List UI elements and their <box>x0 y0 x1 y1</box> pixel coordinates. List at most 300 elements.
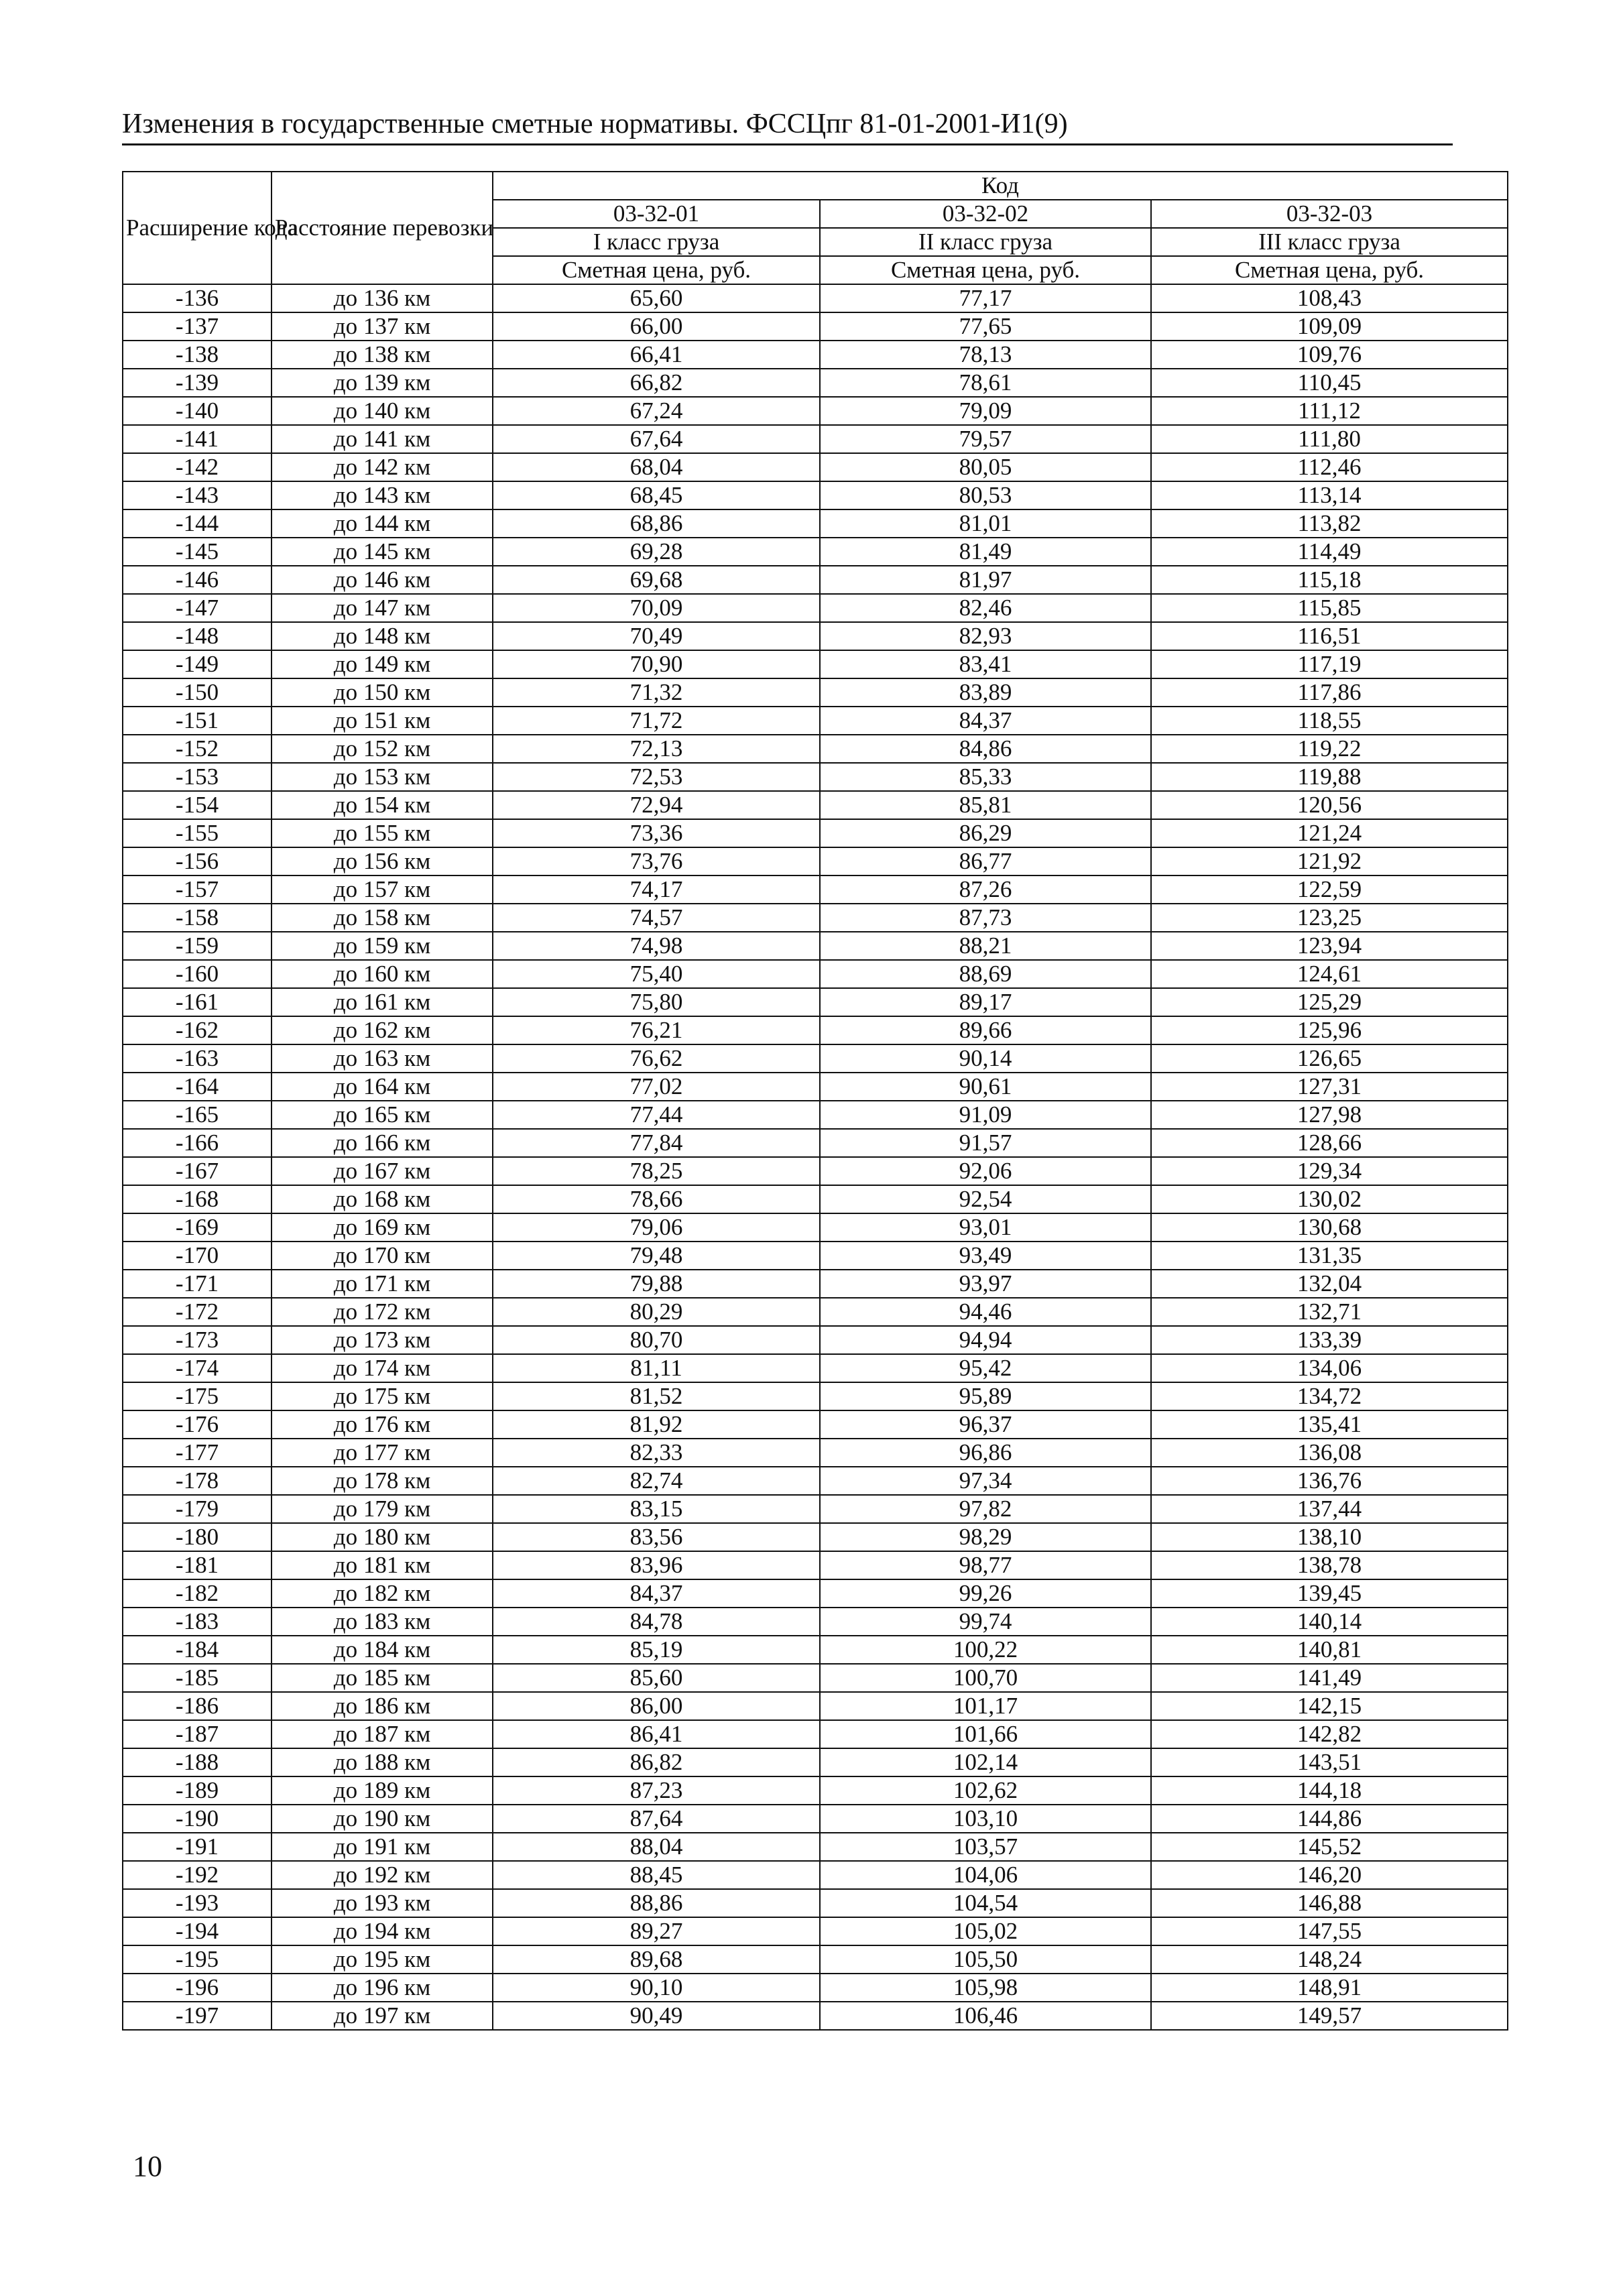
price-class-3-cell: 118,55 <box>1151 707 1508 735</box>
price-class-3-cell: 138,10 <box>1151 1523 1508 1551</box>
table-row <box>123 538 1508 566</box>
distance-cell: до 160 км <box>272 960 493 988</box>
distance-cell: до 158 км <box>272 904 493 932</box>
table-row <box>123 1579 1508 1608</box>
price-class-3-cell: 146,20 <box>1151 1861 1508 1889</box>
col-header-code <box>123 172 298 284</box>
code-header: 03-32-03 <box>1151 200 1508 228</box>
table-row <box>123 1551 1508 1579</box>
code-extension-cell: -180 <box>123 1523 272 1551</box>
price-class-1-cell: 71,72 <box>493 707 820 735</box>
distance-cell: до 162 км <box>272 1016 493 1044</box>
code-extension-cell: -188 <box>123 1748 272 1776</box>
code-extension-cell: -191 <box>123 1833 272 1861</box>
price-class-2-cell: 97,34 <box>820 1467 1151 1495</box>
col-header-distance-label: Расстояние перевозки <box>275 215 494 241</box>
price-class-1-cell: 66,41 <box>493 341 820 369</box>
distance-cell: до 195 км <box>272 1945 493 1974</box>
price-class-2-cell: 83,89 <box>820 678 1151 707</box>
code-extension-cell: -177 <box>123 1439 272 1467</box>
price-class-1-cell: 79,06 <box>493 1213 820 1242</box>
table-row <box>123 481 1508 509</box>
table-row <box>123 1016 1508 1044</box>
price-class-1-cell: 89,27 <box>493 1917 820 1945</box>
price-class-3-cell: 115,18 <box>1151 566 1508 594</box>
code-extension-cell: -141 <box>123 425 272 453</box>
code-extension-cell: -186 <box>123 1692 272 1720</box>
code-extension-cell: -167 <box>123 1157 272 1185</box>
price-class-2-cell: 105,02 <box>820 1917 1151 1945</box>
price-class-2-cell: 89,17 <box>820 988 1151 1016</box>
price-class-2-cell: 96,86 <box>820 1439 1151 1467</box>
code-extension-cell: -138 <box>123 341 272 369</box>
price-class-1-cell: 83,96 <box>493 1551 820 1579</box>
price-class-3-cell: 132,04 <box>1151 1270 1508 1298</box>
price-class-3-cell: 113,14 <box>1151 481 1508 509</box>
price-class-2-cell: 78,61 <box>820 369 1151 397</box>
distance-cell: до 137 км <box>272 312 493 341</box>
code-extension-cell: -170 <box>123 1242 272 1270</box>
price-class-1-cell: 72,94 <box>493 791 820 819</box>
price-class-2-cell: 79,57 <box>820 425 1151 453</box>
price-class-1-cell: 89,68 <box>493 1945 820 1974</box>
table-row <box>123 678 1508 707</box>
price-class-3-cell: 130,68 <box>1151 1213 1508 1242</box>
table-row <box>123 284 1508 312</box>
table-row <box>123 566 1508 594</box>
code-extension-cell: -192 <box>123 1861 272 1889</box>
price-class-1-cell: 70,09 <box>493 594 820 622</box>
table-row <box>123 509 1508 538</box>
distance-cell: до 172 км <box>272 1298 493 1326</box>
table-row <box>123 1129 1508 1157</box>
col-header-code-label: Расширение кода <box>126 215 298 241</box>
table-row <box>123 932 1508 960</box>
price-class-3-cell: 149,57 <box>1151 2002 1508 2030</box>
price-class-3-cell: 132,71 <box>1151 1298 1508 1326</box>
distance-cell: до 152 км <box>272 735 493 763</box>
price-class-3-cell: 113,82 <box>1151 509 1508 538</box>
cargo-class-header: II класс груза <box>820 228 1151 256</box>
price-class-2-cell: 101,17 <box>820 1692 1151 1720</box>
code-extension-cell: -169 <box>123 1213 272 1242</box>
distance-cell: до 148 км <box>272 622 493 650</box>
code-extension-cell: -140 <box>123 397 272 425</box>
price-class-3-cell: 123,94 <box>1151 932 1508 960</box>
price-class-2-cell: 85,81 <box>820 791 1151 819</box>
price-class-1-cell: 84,78 <box>493 1608 820 1636</box>
price-class-3-cell: 145,52 <box>1151 1833 1508 1861</box>
code-extension-cell: -179 <box>123 1495 272 1523</box>
price-class-3-cell: 133,39 <box>1151 1326 1508 1354</box>
distance-cell: до 187 км <box>272 1720 493 1748</box>
price-class-1-cell: 79,88 <box>493 1270 820 1298</box>
price-class-2-cell: 87,73 <box>820 904 1151 932</box>
price-unit-header: Сметная цена, руб. <box>493 256 820 284</box>
price-class-1-cell: 67,24 <box>493 397 820 425</box>
code-extension-cell: -176 <box>123 1410 272 1439</box>
price-class-3-cell: 108,43 <box>1151 284 1508 312</box>
code-extension-cell: -171 <box>123 1270 272 1298</box>
price-class-1-cell: 87,64 <box>493 1805 820 1833</box>
code-extension-cell: -183 <box>123 1608 272 1636</box>
price-class-3-cell: 123,25 <box>1151 904 1508 932</box>
distance-cell: до 154 км <box>272 791 493 819</box>
distance-cell: до 169 км <box>272 1213 493 1242</box>
price-class-2-cell: 86,29 <box>820 819 1151 847</box>
price-class-3-cell: 129,34 <box>1151 1157 1508 1185</box>
price-class-1-cell: 75,80 <box>493 988 820 1016</box>
price-class-1-cell: 81,52 <box>493 1382 820 1410</box>
distance-cell: до 167 км <box>272 1157 493 1185</box>
code-extension-cell: -178 <box>123 1467 272 1495</box>
code-extension-cell: -182 <box>123 1579 272 1608</box>
price-unit-header: Сметная цена, руб. <box>820 256 1151 284</box>
price-class-2-cell: 92,54 <box>820 1185 1151 1213</box>
table-body <box>123 284 1508 2030</box>
code-extension-cell: -173 <box>123 1326 272 1354</box>
price-class-3-cell: 131,35 <box>1151 1242 1508 1270</box>
price-class-1-cell: 90,49 <box>493 2002 820 2030</box>
price-class-1-cell: 68,86 <box>493 509 820 538</box>
price-class-2-cell: 88,69 <box>820 960 1151 988</box>
distance-cell: до 153 км <box>272 763 493 791</box>
code-extension-cell: -147 <box>123 594 272 622</box>
price-class-2-cell: 106,46 <box>820 2002 1151 2030</box>
price-class-2-cell: 91,09 <box>820 1101 1151 1129</box>
price-class-1-cell: 86,41 <box>493 1720 820 1748</box>
price-class-2-cell: 100,70 <box>820 1664 1151 1692</box>
table-head <box>123 172 1508 284</box>
distance-cell: до 156 км <box>272 847 493 875</box>
price-class-3-cell: 127,98 <box>1151 1101 1508 1129</box>
price-class-1-cell: 71,32 <box>493 678 820 707</box>
table-row <box>123 1636 1508 1664</box>
distance-cell: до 144 км <box>272 509 493 538</box>
table-row <box>123 425 1508 453</box>
price-class-1-cell: 74,98 <box>493 932 820 960</box>
distance-cell: до 192 км <box>272 1861 493 1889</box>
price-table <box>122 171 1508 2031</box>
price-class-2-cell: 87,26 <box>820 875 1151 904</box>
price-class-1-cell: 87,23 <box>493 1776 820 1805</box>
price-class-1-cell: 70,90 <box>493 650 820 678</box>
distance-cell: до 155 км <box>272 819 493 847</box>
table-row <box>123 650 1508 678</box>
price-class-3-cell: 135,41 <box>1151 1410 1508 1439</box>
price-class-1-cell: 77,44 <box>493 1101 820 1129</box>
price-class-2-cell: 83,41 <box>820 650 1151 678</box>
price-class-1-cell: 85,19 <box>493 1636 820 1664</box>
table-row <box>123 1833 1508 1861</box>
code-extension-cell: -181 <box>123 1551 272 1579</box>
table-row <box>123 1270 1508 1298</box>
distance-cell: до 168 км <box>272 1185 493 1213</box>
price-class-2-cell: 93,01 <box>820 1213 1151 1242</box>
price-class-3-cell: 127,31 <box>1151 1073 1508 1101</box>
table-row <box>123 763 1508 791</box>
price-class-3-cell: 121,24 <box>1151 819 1508 847</box>
table-row <box>123 1720 1508 1748</box>
table-row <box>123 847 1508 875</box>
table-row <box>123 875 1508 904</box>
code-extension-cell: -154 <box>123 791 272 819</box>
price-class-3-cell: 146,88 <box>1151 1889 1508 1917</box>
distance-cell: до 190 км <box>272 1805 493 1833</box>
price-class-2-cell: 77,17 <box>820 284 1151 312</box>
price-class-2-cell: 85,33 <box>820 763 1151 791</box>
table-row <box>123 2002 1508 2030</box>
price-class-1-cell: 81,11 <box>493 1354 820 1382</box>
cargo-class-header: I класс груза <box>493 228 820 256</box>
price-class-3-cell: 112,46 <box>1151 453 1508 481</box>
price-class-3-cell: 148,24 <box>1151 1945 1508 1974</box>
table-row <box>123 707 1508 735</box>
col-group-code: Код <box>493 172 1508 200</box>
price-class-2-cell: 80,53 <box>820 481 1151 509</box>
code-extension-cell: -156 <box>123 847 272 875</box>
distance-cell: до 171 км <box>272 1270 493 1298</box>
distance-cell: до 176 км <box>272 1410 493 1439</box>
distance-cell: до 150 км <box>272 678 493 707</box>
distance-cell: до 166 км <box>272 1129 493 1157</box>
table-row <box>123 1298 1508 1326</box>
table-row <box>123 1748 1508 1776</box>
table-row <box>123 819 1508 847</box>
code-extension-cell: -152 <box>123 735 272 763</box>
price-class-1-cell: 79,48 <box>493 1242 820 1270</box>
col-header-distance <box>272 172 493 284</box>
distance-cell: до 194 км <box>272 1917 493 1945</box>
table-row <box>123 341 1508 369</box>
price-class-1-cell: 78,66 <box>493 1185 820 1213</box>
table-row <box>123 1326 1508 1354</box>
code-extension-cell: -193 <box>123 1889 272 1917</box>
price-class-3-cell: 136,76 <box>1151 1467 1508 1495</box>
table-row <box>123 397 1508 425</box>
price-class-2-cell: 99,26 <box>820 1579 1151 1608</box>
code-extension-cell: -145 <box>123 538 272 566</box>
price-class-3-cell: 125,96 <box>1151 1016 1508 1044</box>
distance-cell: до 173 км <box>272 1326 493 1354</box>
price-class-3-cell: 128,66 <box>1151 1129 1508 1157</box>
price-class-2-cell: 92,06 <box>820 1157 1151 1185</box>
price-class-2-cell: 88,21 <box>820 932 1151 960</box>
distance-cell: до 159 км <box>272 932 493 960</box>
price-class-3-cell: 138,78 <box>1151 1551 1508 1579</box>
price-class-3-cell: 119,22 <box>1151 735 1508 763</box>
price-class-2-cell: 103,10 <box>820 1805 1151 1833</box>
code-extension-cell: -163 <box>123 1044 272 1073</box>
price-class-2-cell: 79,09 <box>820 397 1151 425</box>
price-class-1-cell: 80,70 <box>493 1326 820 1354</box>
price-class-1-cell: 69,68 <box>493 566 820 594</box>
distance-cell: до 164 км <box>272 1073 493 1101</box>
price-class-2-cell: 102,14 <box>820 1748 1151 1776</box>
price-class-3-cell: 126,65 <box>1151 1044 1508 1073</box>
price-class-1-cell: 73,36 <box>493 819 820 847</box>
table-row <box>123 1185 1508 1213</box>
price-class-1-cell: 88,45 <box>493 1861 820 1889</box>
table-row <box>123 791 1508 819</box>
price-class-3-cell: 120,56 <box>1151 791 1508 819</box>
price-class-1-cell: 74,17 <box>493 875 820 904</box>
code-extension-cell: -195 <box>123 1945 272 1974</box>
price-class-3-cell: 111,80 <box>1151 425 1508 453</box>
code-extension-cell: -146 <box>123 566 272 594</box>
table-row <box>123 594 1508 622</box>
table-row <box>123 735 1508 763</box>
code-extension-cell: -165 <box>123 1101 272 1129</box>
price-class-2-cell: 94,94 <box>820 1326 1151 1354</box>
price-class-2-cell: 94,46 <box>820 1298 1151 1326</box>
table-row <box>123 1805 1508 1833</box>
table-row <box>123 1917 1508 1945</box>
price-class-3-cell: 122,59 <box>1151 875 1508 904</box>
price-class-1-cell: 65,60 <box>493 284 820 312</box>
distance-cell: до 145 км <box>272 538 493 566</box>
code-extension-cell: -184 <box>123 1636 272 1664</box>
distance-cell: до 143 км <box>272 481 493 509</box>
price-class-3-cell: 124,61 <box>1151 960 1508 988</box>
price-class-3-cell: 109,76 <box>1151 341 1508 369</box>
price-class-3-cell: 148,91 <box>1151 1974 1508 2002</box>
price-class-2-cell: 77,65 <box>820 312 1151 341</box>
price-class-1-cell: 72,53 <box>493 763 820 791</box>
price-class-2-cell: 89,66 <box>820 1016 1151 1044</box>
price-class-3-cell: 130,02 <box>1151 1185 1508 1213</box>
price-class-3-cell: 114,49 <box>1151 538 1508 566</box>
code-extension-cell: -159 <box>123 932 272 960</box>
code-extension-cell: -185 <box>123 1664 272 1692</box>
price-class-2-cell: 81,97 <box>820 566 1151 594</box>
code-extension-cell: -157 <box>123 875 272 904</box>
price-class-1-cell: 88,04 <box>493 1833 820 1861</box>
distance-cell: до 186 км <box>272 1692 493 1720</box>
distance-cell: до 196 км <box>272 1974 493 2002</box>
price-class-3-cell: 111,12 <box>1151 397 1508 425</box>
price-class-3-cell: 134,72 <box>1151 1382 1508 1410</box>
price-class-3-cell: 117,19 <box>1151 650 1508 678</box>
price-class-3-cell: 134,06 <box>1151 1354 1508 1382</box>
distance-cell: до 182 км <box>272 1579 493 1608</box>
price-class-1-cell: 67,64 <box>493 425 820 453</box>
price-class-1-cell: 82,33 <box>493 1439 820 1467</box>
price-class-3-cell: 119,88 <box>1151 763 1508 791</box>
distance-cell: до 178 км <box>272 1467 493 1495</box>
price-class-2-cell: 81,49 <box>820 538 1151 566</box>
distance-cell: до 141 км <box>272 425 493 453</box>
price-class-2-cell: 93,49 <box>820 1242 1151 1270</box>
table-row <box>123 1523 1508 1551</box>
price-class-2-cell: 90,14 <box>820 1044 1151 1073</box>
price-class-1-cell: 88,86 <box>493 1889 820 1917</box>
price-class-1-cell: 82,74 <box>493 1467 820 1495</box>
table-row <box>123 988 1508 1016</box>
table-row <box>123 1101 1508 1129</box>
price-class-2-cell: 98,29 <box>820 1523 1151 1551</box>
distance-cell: до 191 км <box>272 1833 493 1861</box>
price-class-2-cell: 100,22 <box>820 1636 1151 1664</box>
distance-cell: до 184 км <box>272 1636 493 1664</box>
table-row <box>123 622 1508 650</box>
page-number: 10 <box>133 2150 162 2183</box>
price-class-2-cell: 93,97 <box>820 1270 1151 1298</box>
price-class-2-cell: 78,13 <box>820 341 1151 369</box>
table-row <box>123 1467 1508 1495</box>
price-class-1-cell: 77,84 <box>493 1129 820 1157</box>
distance-cell: до 140 км <box>272 397 493 425</box>
price-class-1-cell: 66,82 <box>493 369 820 397</box>
price-class-2-cell: 104,06 <box>820 1861 1151 1889</box>
distance-cell: до 161 км <box>272 988 493 1016</box>
table-row <box>123 1664 1508 1692</box>
code-extension-cell: -160 <box>123 960 272 988</box>
price-class-1-cell: 73,76 <box>493 847 820 875</box>
distance-cell: до 197 км <box>272 2002 493 2030</box>
table-row <box>123 1776 1508 1805</box>
price-class-2-cell: 99,74 <box>820 1608 1151 1636</box>
price-class-3-cell: 116,51 <box>1151 622 1508 650</box>
distance-cell: до 138 км <box>272 341 493 369</box>
table-row <box>123 1861 1508 1889</box>
price-class-1-cell: 70,49 <box>493 622 820 650</box>
table-row <box>123 369 1508 397</box>
distance-cell: до 149 км <box>272 650 493 678</box>
distance-cell: до 165 км <box>272 1101 493 1129</box>
price-class-1-cell: 83,15 <box>493 1495 820 1523</box>
code-extension-cell: -187 <box>123 1720 272 1748</box>
price-class-2-cell: 97,82 <box>820 1495 1151 1523</box>
code-extension-cell: -190 <box>123 1805 272 1833</box>
distance-cell: до 136 км <box>272 284 493 312</box>
code-extension-cell: -148 <box>123 622 272 650</box>
distance-cell: до 183 км <box>272 1608 493 1636</box>
distance-cell: до 146 км <box>272 566 493 594</box>
code-extension-cell: -166 <box>123 1129 272 1157</box>
table-row <box>123 1213 1508 1242</box>
price-class-3-cell: 140,14 <box>1151 1608 1508 1636</box>
price-class-3-cell: 147,55 <box>1151 1917 1508 1945</box>
table-row <box>123 1157 1508 1185</box>
price-class-2-cell: 95,42 <box>820 1354 1151 1382</box>
code-extension-cell: -143 <box>123 481 272 509</box>
price-class-2-cell: 105,50 <box>820 1945 1151 1974</box>
price-class-3-cell: 115,85 <box>1151 594 1508 622</box>
price-class-3-cell: 110,45 <box>1151 369 1508 397</box>
price-class-3-cell: 141,49 <box>1151 1664 1508 1692</box>
price-class-1-cell: 74,57 <box>493 904 820 932</box>
distance-cell: до 177 км <box>272 1439 493 1467</box>
table-row <box>123 1945 1508 1974</box>
price-class-2-cell: 104,54 <box>820 1889 1151 1917</box>
price-class-3-cell: 109,09 <box>1151 312 1508 341</box>
table-row <box>123 312 1508 341</box>
distance-cell: до 181 км <box>272 1551 493 1579</box>
distance-cell: до 188 км <box>272 1748 493 1776</box>
price-class-1-cell: 76,21 <box>493 1016 820 1044</box>
price-class-1-cell: 85,60 <box>493 1664 820 1692</box>
code-extension-cell: -168 <box>123 1185 272 1213</box>
price-class-1-cell: 84,37 <box>493 1579 820 1608</box>
distance-cell: до 151 км <box>272 707 493 735</box>
price-unit-header: Сметная цена, руб. <box>1151 256 1508 284</box>
price-class-1-cell: 86,00 <box>493 1692 820 1720</box>
price-class-3-cell: 136,08 <box>1151 1439 1508 1467</box>
code-extension-cell: -158 <box>123 904 272 932</box>
price-class-1-cell: 86,82 <box>493 1748 820 1776</box>
code-extension-cell: -153 <box>123 763 272 791</box>
